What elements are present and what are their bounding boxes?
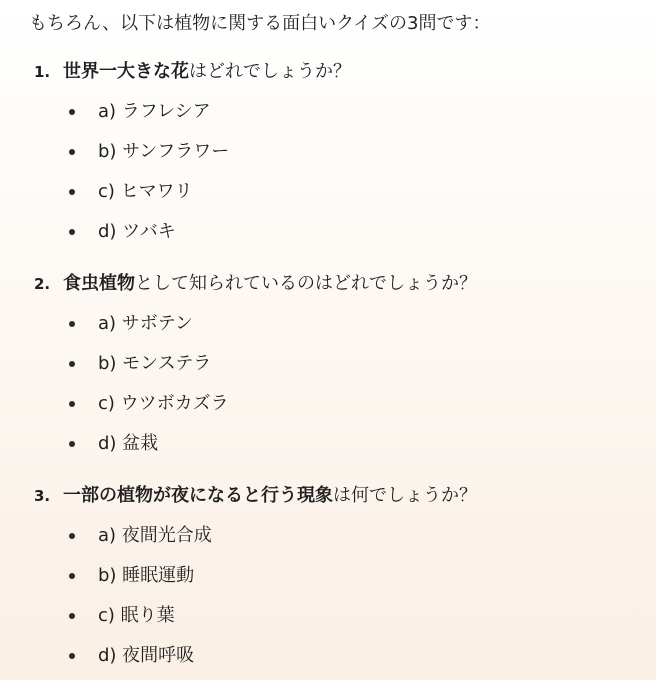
answer-text: a) ラフレシア xyxy=(98,101,211,122)
bullet-icon xyxy=(69,533,75,539)
question-bold-text: 食虫植物 xyxy=(63,273,135,294)
answer-text: d) 夜間呼吸 xyxy=(98,645,195,666)
question-number: 2. xyxy=(34,275,51,293)
bullet-icon xyxy=(69,573,75,579)
bullet-icon xyxy=(69,401,75,407)
question-rest-text: はどれでしょうか？ xyxy=(189,61,351,82)
question-rest-text: として知られているのはどれでしょうか？ xyxy=(135,273,477,294)
question-bold-text: 世界一大きな花 xyxy=(63,61,189,82)
question-text xyxy=(63,482,477,510)
question-text xyxy=(63,270,477,298)
question-number: 1. xyxy=(34,63,51,81)
intro-text: もちろん、以下は植物に関する面白いクイズの3問です： xyxy=(29,13,491,34)
bullet-icon xyxy=(69,321,75,327)
answer-text: c) ヒマワリ xyxy=(98,181,193,202)
answer-text: b) サンフラワー xyxy=(98,141,230,162)
question-text xyxy=(63,58,351,86)
answer-text: a) サボテン xyxy=(98,313,193,334)
bullet-icon xyxy=(69,441,75,447)
question-bold-text: 一部の植物が夜になると行う現象 xyxy=(63,485,333,506)
bullet-icon xyxy=(69,149,75,155)
bullet-icon xyxy=(69,361,75,367)
answer-text: d) 盆栽 xyxy=(98,433,159,454)
answer-text: c) 眠り葉 xyxy=(98,605,175,626)
bullet-icon xyxy=(69,613,75,619)
question-number: 3. xyxy=(34,487,51,505)
answer-text: c) ウツボカズラ xyxy=(98,393,229,414)
answer-text: a) 夜間光合成 xyxy=(98,525,212,546)
question-rest-text: は何でしょうか？ xyxy=(333,485,477,506)
bullet-icon xyxy=(69,229,75,235)
answer-text: b) 睡眠運動 xyxy=(98,565,195,586)
answer-text: d) ツバキ xyxy=(98,221,176,242)
bullet-icon xyxy=(69,653,75,659)
answer-text: b) モンステラ xyxy=(98,353,212,374)
bullet-icon xyxy=(69,189,75,195)
bullet-icon xyxy=(69,109,75,115)
